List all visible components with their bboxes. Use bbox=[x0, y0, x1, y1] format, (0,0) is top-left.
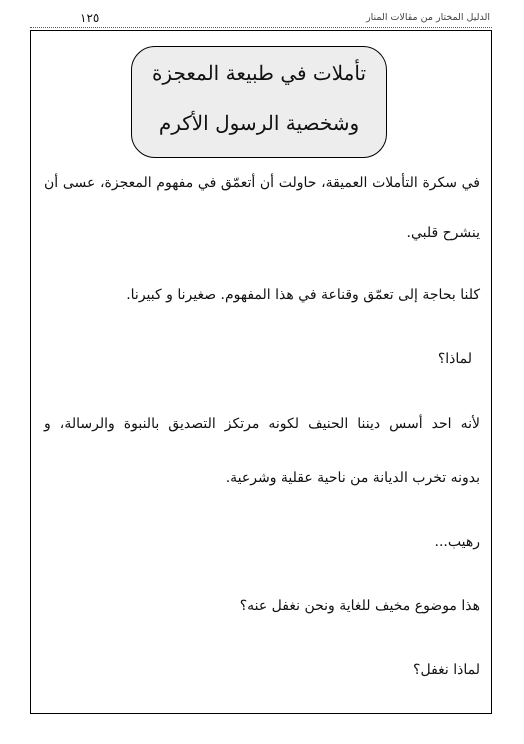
paragraph-line: هذا موضوع مخيف للغاية ونحن نغفل عنه؟ bbox=[239, 598, 480, 614]
paragraph-line: بدونه تخرب الديانة من ناحية عقلية وشرعية. bbox=[225, 470, 480, 486]
paragraph-line: ينشرح قلبي. bbox=[406, 225, 480, 241]
header-divider bbox=[30, 27, 492, 28]
page-number: ١٢٥ bbox=[80, 11, 100, 25]
paragraph-line: كلنا بحاجة إلى تعمّق وقناعة في هذا المفهوم. صغيرنا و كبيرنا. bbox=[126, 287, 480, 303]
paragraph-line: لماذا؟ bbox=[437, 351, 472, 367]
page-header bbox=[30, 10, 492, 28]
title-line-1: تأملات في طبيعة المعجزة bbox=[151, 61, 367, 85]
paragraph-line: في سكرة التأملات العميقة، حاولت أن أتعمّق في مفهوم المعجزة، عسى أن bbox=[44, 175, 480, 191]
title-line-2: وشخصية الرسول الأكرم bbox=[158, 111, 360, 135]
paragraph-line: لماذا نغفل؟ bbox=[413, 662, 480, 678]
title-box bbox=[131, 46, 387, 158]
paragraph-line: لأنه احد أسس ديننا الحنيف لكونه مرتكز التصديق بالنبوة والرسالة، و bbox=[44, 416, 480, 432]
paragraph-line: رهيب... bbox=[434, 534, 480, 550]
running-title: الدليل المختار من مقالات المنار bbox=[366, 12, 490, 23]
